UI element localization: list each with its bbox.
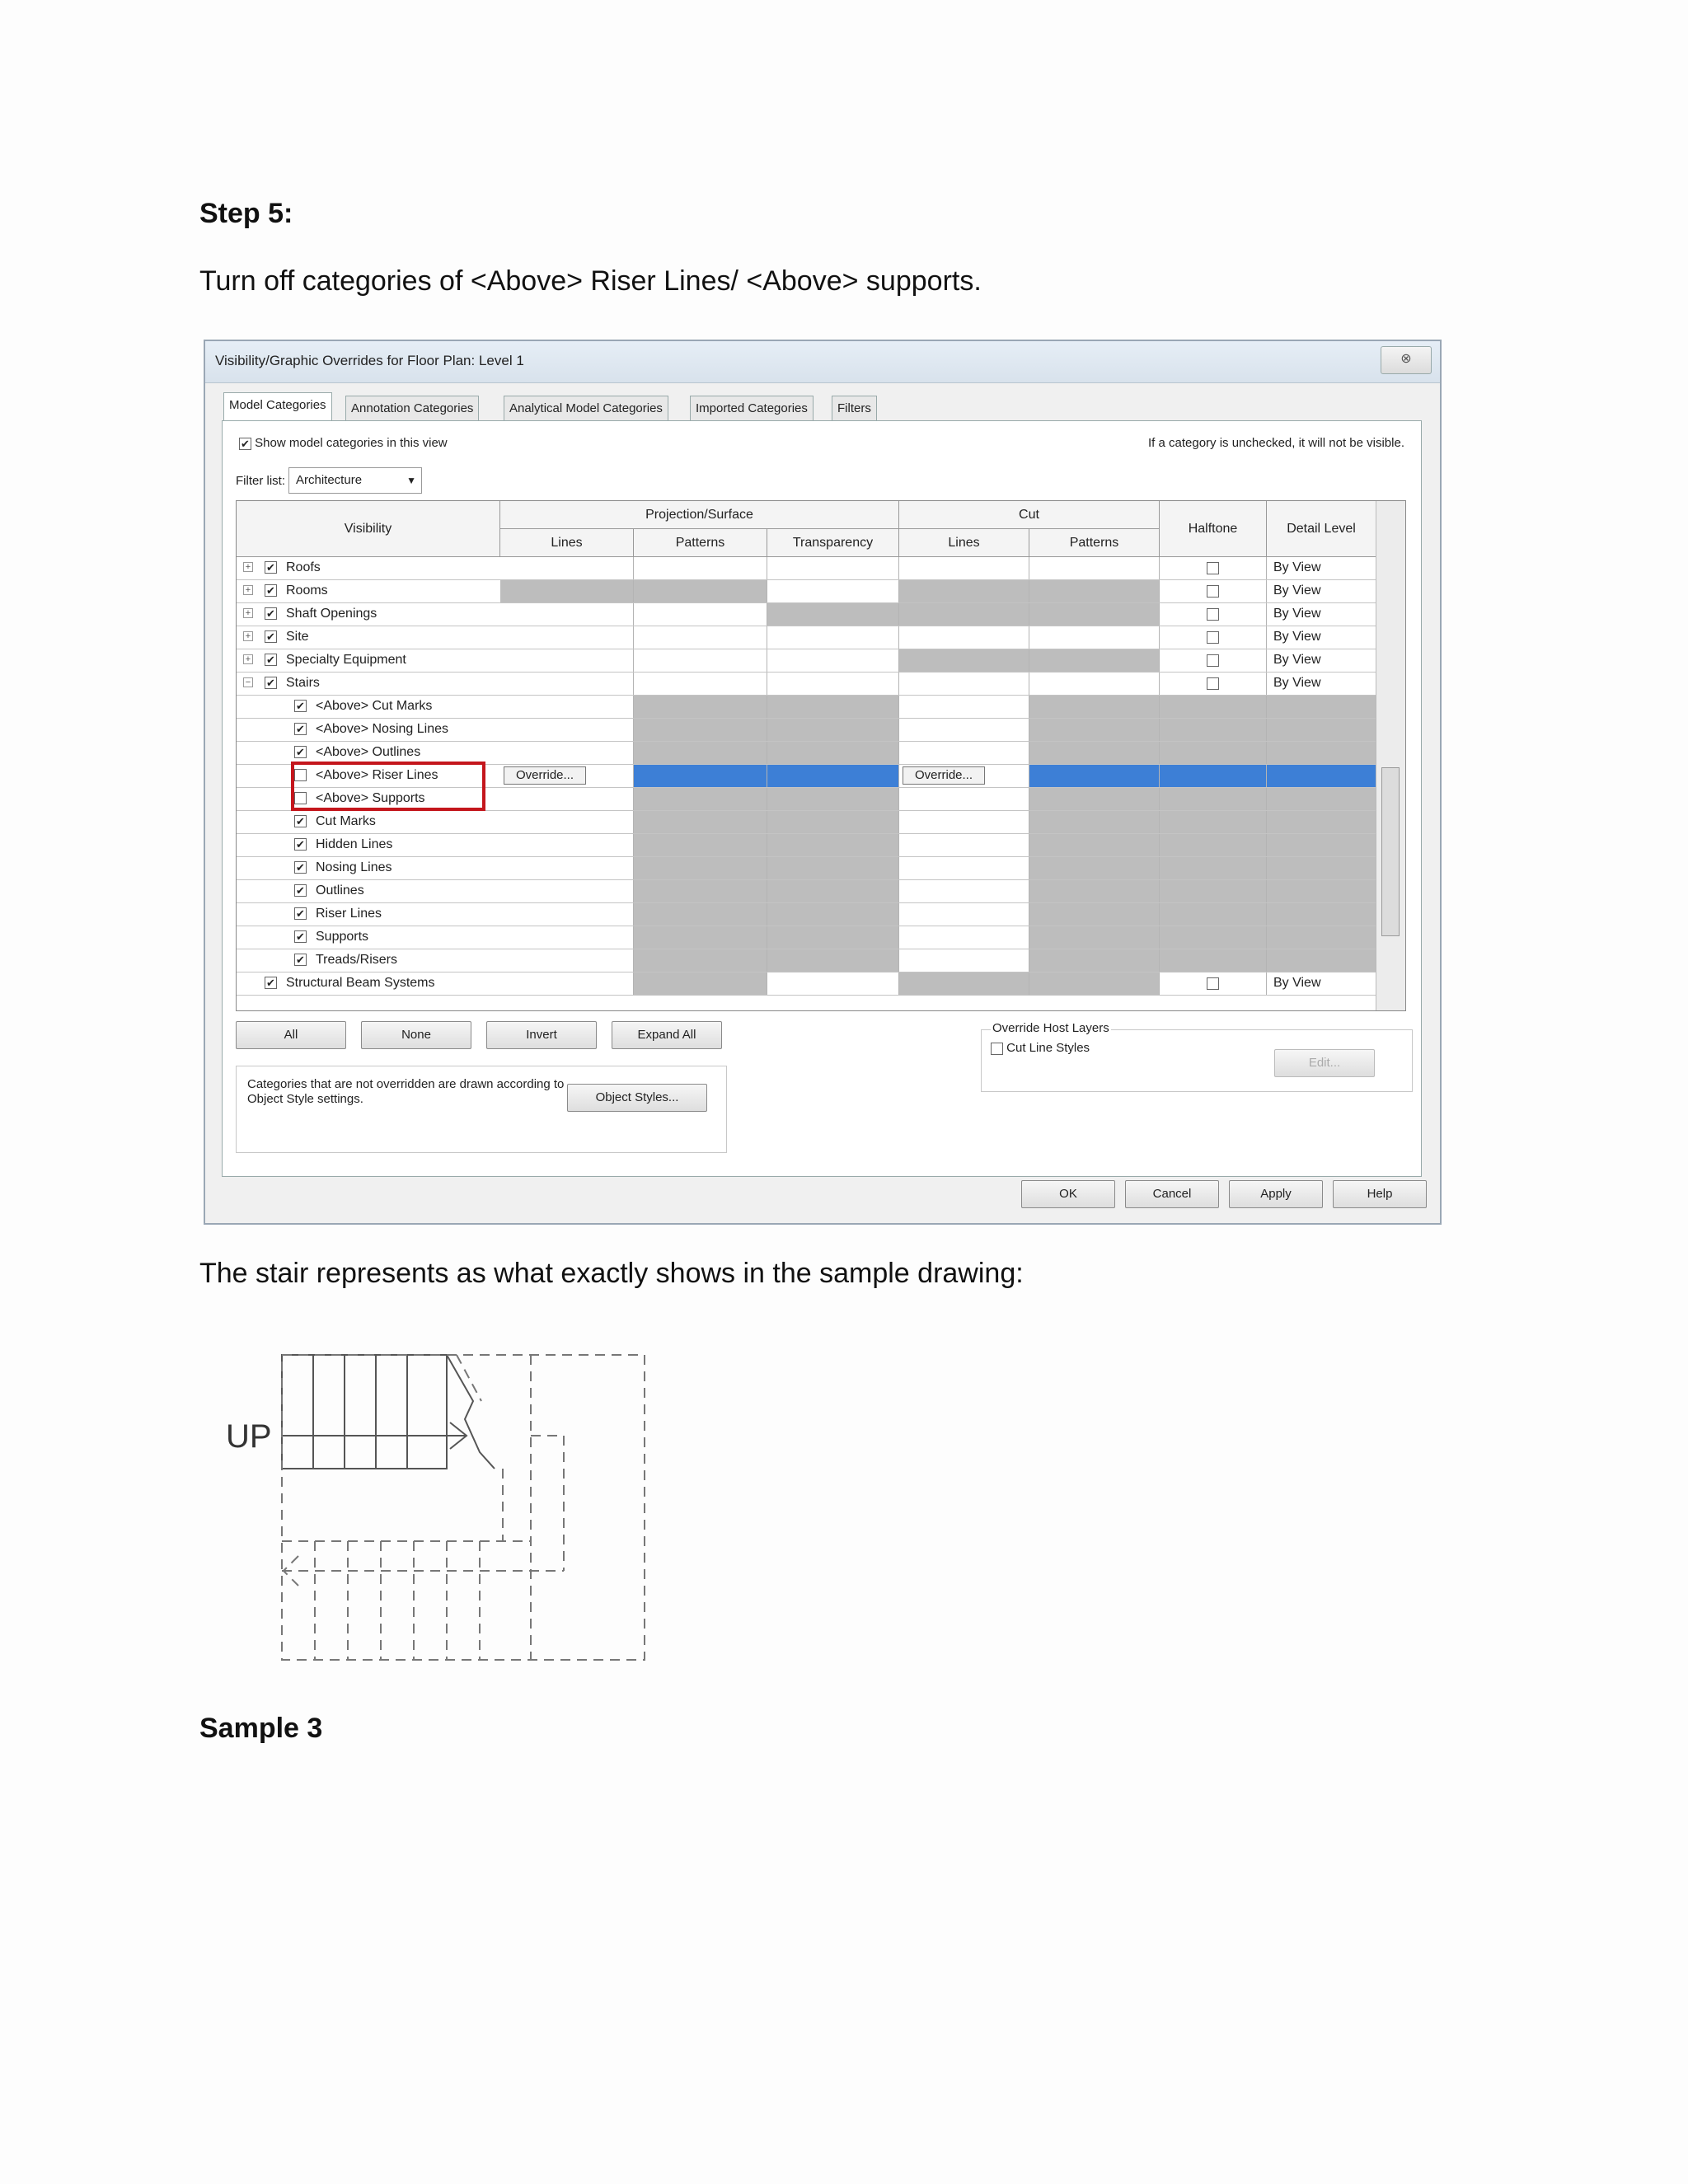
step-heading: Step 5:	[199, 198, 293, 229]
table-cell[interactable]	[1029, 834, 1160, 856]
table-cell[interactable]	[500, 719, 634, 741]
table-cell[interactable]	[1160, 903, 1267, 926]
table-cell[interactable]	[767, 788, 899, 810]
detail-level-value[interactable]: By View	[1273, 560, 1321, 574]
expand-all-button[interactable]: Expand All	[612, 1021, 722, 1049]
table-cell[interactable]	[899, 834, 1029, 856]
halftone-checkbox[interactable]	[1207, 677, 1219, 690]
visibility-checkbox[interactable]	[265, 630, 277, 643]
table-cell[interactable]	[1029, 673, 1160, 695]
table-cell[interactable]	[634, 580, 767, 602]
tab-imported-categories[interactable]: Imported Categories	[690, 396, 814, 420]
table-cell[interactable]	[767, 557, 899, 579]
categories-grid	[236, 500, 1406, 1011]
table-row[interactable]	[237, 880, 1376, 903]
visibility-checkbox[interactable]	[265, 977, 277, 989]
up-label: UP	[226, 1418, 272, 1455]
table-cell[interactable]	[634, 880, 767, 902]
table-cell[interactable]	[1267, 949, 1376, 972]
object-styles-button[interactable]: Object Styles...	[567, 1084, 707, 1112]
detail-level-value[interactable]: By View	[1273, 630, 1321, 644]
projection-lines-header: Lines	[500, 529, 634, 557]
sample-heading: Sample 3	[199, 1713, 323, 1744]
table-row[interactable]	[237, 673, 1376, 696]
table-row[interactable]	[237, 603, 1376, 626]
tab-model-categories[interactable]: Model Categories	[223, 392, 332, 422]
halftone-checkbox[interactable]	[1207, 977, 1219, 990]
category-label: <Above> Riser Lines	[316, 768, 438, 782]
table-cell[interactable]	[634, 557, 767, 579]
tab-analytical-model-categories[interactable]: Analytical Model Categories	[504, 396, 668, 420]
category-label: Outlines	[316, 883, 364, 898]
transparency-header: Transparency	[767, 529, 899, 557]
collapse-icon[interactable]: −	[243, 677, 253, 687]
table-cell[interactable]	[1029, 580, 1160, 602]
table-cell[interactable]	[1267, 880, 1376, 902]
halftone-checkbox[interactable]	[1207, 654, 1219, 667]
table-cell[interactable]	[767, 834, 899, 856]
table-cell[interactable]	[500, 811, 634, 833]
table-cell[interactable]	[1029, 719, 1160, 741]
table-row[interactable]	[237, 972, 1376, 996]
cut-line-styles-label: Cut Line Styles	[1006, 1041, 1090, 1055]
table-row[interactable]	[237, 719, 1376, 742]
halftone-checkbox[interactable]	[1207, 562, 1219, 574]
table-cell[interactable]	[767, 580, 899, 602]
visibility-checkbox[interactable]	[294, 700, 307, 712]
category-label: Nosing Lines	[316, 860, 392, 874]
stair-upper-flights-hidden	[282, 1355, 645, 1660]
object-styles-note: Categories that are not overridden are drawn according to Object Style settings.	[247, 1077, 565, 1106]
table-row[interactable]	[237, 788, 1376, 811]
visibility-graphics-dialog	[204, 340, 1442, 1225]
category-label: Roofs	[286, 560, 321, 574]
stair-lower-flight	[282, 1355, 495, 1469]
expand-icon[interactable]: +	[243, 654, 253, 664]
table-cell[interactable]	[1029, 765, 1160, 787]
table-cell[interactable]	[767, 696, 899, 718]
none-button[interactable]: None	[361, 1021, 471, 1049]
table-cell[interactable]	[1160, 857, 1267, 879]
table-cell[interactable]	[1029, 603, 1160, 626]
table-cell[interactable]	[1029, 626, 1160, 649]
override-host-layers-label: Override Host Layers	[992, 1021, 1109, 1035]
halftone-header: Halftone	[1160, 501, 1267, 557]
table-cell[interactable]	[1160, 880, 1267, 902]
filter-list-value: Architecture	[296, 473, 363, 487]
step-instruction: Turn off categories of <Above> Riser Lines/ <Above> supports.	[199, 265, 982, 297]
table-cell[interactable]	[500, 834, 634, 856]
category-label: Specialty Equipment	[286, 653, 406, 667]
table-cell[interactable]	[1029, 903, 1160, 926]
tab-filters[interactable]: Filters	[832, 396, 877, 420]
projection-patterns-header: Patterns	[634, 529, 767, 557]
table-cell[interactable]	[500, 580, 634, 602]
table-row[interactable]	[237, 696, 1376, 719]
cut-lines-header: Lines	[899, 529, 1029, 557]
projection-surface-header: Projection/Surface	[500, 501, 899, 529]
table-cell[interactable]	[767, 765, 899, 787]
visibility-checkbox[interactable]	[294, 815, 307, 827]
visibility-checkbox[interactable]	[294, 792, 307, 804]
table-cell[interactable]	[634, 673, 767, 695]
table-cell[interactable]	[899, 673, 1029, 695]
table-cell[interactable]	[767, 719, 899, 741]
table-cell[interactable]	[767, 972, 899, 995]
cut-header: Cut	[899, 501, 1160, 529]
table-cell[interactable]	[500, 557, 634, 579]
table-cell[interactable]	[634, 696, 767, 718]
flight-outline	[282, 1355, 447, 1469]
table-cell[interactable]	[899, 603, 1029, 626]
table-cell[interactable]	[767, 903, 899, 926]
table-cell[interactable]	[1029, 949, 1160, 972]
table-cell[interactable]	[1267, 857, 1376, 879]
table-cell[interactable]	[1029, 926, 1160, 949]
table-cell[interactable]	[767, 603, 899, 626]
visibility-checkbox[interactable]	[265, 677, 277, 689]
table-cell[interactable]	[899, 949, 1029, 972]
edit-button[interactable]: Edit...	[1274, 1049, 1375, 1077]
detail-level-value[interactable]: By View	[1273, 676, 1321, 690]
table-cell[interactable]	[634, 603, 767, 626]
detail-level-value[interactable]: By View	[1273, 583, 1321, 598]
category-label: Riser Lines	[316, 907, 382, 921]
table-cell[interactable]	[899, 557, 1029, 579]
apply-button[interactable]: Apply	[1229, 1180, 1323, 1208]
table-cell[interactable]	[1160, 742, 1267, 764]
visibility-header: Visibility	[237, 501, 500, 557]
table-cell[interactable]	[1029, 880, 1160, 902]
table-cell[interactable]	[500, 649, 634, 672]
table-row[interactable]	[237, 557, 1376, 580]
model-categories-panel	[222, 420, 1422, 1177]
detail-level-value[interactable]: By View	[1273, 607, 1321, 621]
table-row[interactable]	[237, 742, 1376, 765]
table-cell[interactable]	[1160, 696, 1267, 718]
table-cell[interactable]	[500, 673, 634, 695]
halftone-checkbox[interactable]	[1207, 585, 1219, 598]
table-cell[interactable]	[500, 880, 634, 902]
table-cell[interactable]	[899, 580, 1029, 602]
table-cell[interactable]	[1267, 765, 1376, 787]
table-row[interactable]	[237, 834, 1376, 857]
table-cell[interactable]	[767, 949, 899, 972]
table-cell[interactable]	[1160, 811, 1267, 833]
table-cell[interactable]	[767, 626, 899, 649]
scrollbar-thumb[interactable]	[1381, 767, 1400, 936]
table-cell[interactable]	[500, 696, 634, 718]
table-cell[interactable]	[634, 949, 767, 972]
detail-level-header: Detail Level	[1267, 501, 1376, 557]
category-label: Treads/Risers	[316, 953, 397, 967]
expand-icon[interactable]: +	[243, 562, 253, 572]
table-cell[interactable]	[1029, 972, 1160, 995]
close-icon[interactable]: ⊗	[1381, 346, 1432, 374]
visibility-checkbox[interactable]	[265, 584, 277, 597]
table-row[interactable]	[237, 949, 1376, 972]
visibility-checkbox[interactable]	[294, 907, 307, 920]
table-cell[interactable]	[1267, 926, 1376, 949]
show-model-categories[interactable]	[239, 436, 448, 450]
visibility-checkbox[interactable]	[265, 561, 277, 574]
table-cell[interactable]	[1267, 788, 1376, 810]
table-cell[interactable]	[1029, 696, 1160, 718]
table-cell[interactable]	[1267, 834, 1376, 856]
table-cell[interactable]	[1267, 696, 1376, 718]
table-cell[interactable]	[500, 926, 634, 949]
table-cell[interactable]	[500, 949, 634, 972]
table-row[interactable]	[237, 903, 1376, 926]
visibility-checkbox[interactable]	[294, 769, 307, 781]
table-cell[interactable]	[500, 857, 634, 879]
table-cell[interactable]	[767, 880, 899, 902]
category-label: Stairs	[286, 676, 320, 690]
table-cell[interactable]	[634, 972, 767, 995]
table-cell[interactable]	[500, 626, 634, 649]
table-cell[interactable]	[634, 649, 767, 672]
dialog-titlebar	[205, 341, 1440, 383]
table-cell[interactable]	[1029, 557, 1160, 579]
halftone-checkbox[interactable]	[1207, 631, 1219, 644]
table-cell[interactable]	[899, 719, 1029, 741]
table-cell[interactable]	[634, 742, 767, 764]
table-cell[interactable]	[899, 972, 1029, 995]
show-model-checkbox[interactable]	[239, 438, 251, 450]
category-label: Shaft Openings	[286, 607, 377, 621]
table-cell[interactable]	[1029, 788, 1160, 810]
hidden-outline	[282, 1355, 645, 1660]
table-cell[interactable]	[767, 926, 899, 949]
vertical-scrollbar[interactable]	[1376, 501, 1405, 1010]
category-label: Hidden Lines	[316, 837, 393, 851]
expand-icon[interactable]: +	[243, 631, 253, 641]
show-model-label: Show model categories in this view	[255, 436, 448, 450]
category-label: <Above> Nosing Lines	[316, 722, 448, 736]
table-cell[interactable]	[767, 742, 899, 764]
table-cell[interactable]	[899, 903, 1029, 926]
table-cell[interactable]	[899, 742, 1029, 764]
invert-button[interactable]: Invert	[486, 1021, 597, 1049]
category-label: Rooms	[286, 583, 328, 598]
table-row[interactable]	[237, 857, 1376, 880]
table-cell[interactable]	[767, 857, 899, 879]
filter-list-label: Filter list:	[236, 474, 285, 488]
table-cell[interactable]	[634, 811, 767, 833]
stair-caption: The stair represents as what exactly shows in the sample drawing:	[199, 1258, 1024, 1289]
category-label: Site	[286, 630, 309, 644]
ok-button[interactable]: OK	[1021, 1180, 1115, 1208]
visibility-checkbox[interactable]	[294, 746, 307, 758]
table-cell[interactable]	[899, 926, 1029, 949]
table-cell[interactable]	[500, 972, 634, 995]
table-cell[interactable]	[767, 811, 899, 833]
cut-line-styles-checkbox[interactable]	[991, 1043, 1003, 1055]
table-cell[interactable]	[899, 811, 1029, 833]
table-cell[interactable]	[1267, 719, 1376, 741]
visibility-checkbox[interactable]	[294, 954, 307, 966]
table-cell[interactable]	[1160, 949, 1267, 972]
table-cell[interactable]	[767, 649, 899, 672]
detail-level-value[interactable]: By View	[1273, 653, 1321, 667]
visibility-hint: If a category is unchecked, it will not be visible.	[1148, 436, 1404, 450]
table-cell[interactable]	[500, 742, 634, 764]
break-line	[447, 1355, 495, 1469]
dialog-title: Visibility/Graphic Overrides for Floor Plan: Level 1	[215, 353, 524, 368]
table-row[interactable]	[237, 626, 1376, 649]
halftone-checkbox[interactable]	[1207, 608, 1219, 621]
table-cell[interactable]	[899, 696, 1029, 718]
table-row[interactable]	[237, 649, 1376, 673]
visibility-checkbox[interactable]	[294, 838, 307, 851]
table-cell[interactable]	[899, 788, 1029, 810]
cut-line-styles-row[interactable]	[991, 1041, 1090, 1056]
table-row[interactable]	[237, 580, 1376, 603]
tab-annotation-categories[interactable]: Annotation Categories	[345, 396, 479, 420]
expand-icon[interactable]: +	[243, 585, 253, 595]
table-cell[interactable]	[1267, 811, 1376, 833]
visibility-checkbox[interactable]	[294, 861, 307, 874]
cancel-button[interactable]: Cancel	[1125, 1180, 1219, 1208]
all-button[interactable]: All	[236, 1021, 346, 1049]
table-cell[interactable]	[1029, 649, 1160, 672]
table-cell[interactable]	[1160, 834, 1267, 856]
table-row[interactable]	[237, 811, 1376, 834]
category-label: Cut Marks	[316, 814, 376, 828]
table-cell[interactable]	[1029, 742, 1160, 764]
table-cell[interactable]	[899, 649, 1029, 672]
table-cell[interactable]	[634, 926, 767, 949]
table-cell[interactable]	[1160, 788, 1267, 810]
table-cell[interactable]	[1029, 857, 1160, 879]
category-label: Structural Beam Systems	[286, 976, 435, 990]
table-cell[interactable]	[500, 788, 634, 810]
detail-level-value[interactable]: By View	[1273, 976, 1321, 990]
category-label: <Above> Outlines	[316, 745, 421, 759]
stair-plan-drawing	[218, 1343, 663, 1665]
category-label: <Above> Supports	[316, 791, 425, 805]
override-projection-lines-button[interactable]: Override...	[504, 766, 586, 785]
category-label: <Above> Cut Marks	[316, 699, 433, 713]
table-row[interactable]	[237, 765, 1376, 788]
cut-patterns-header: Patterns	[1029, 529, 1160, 557]
table-cell[interactable]	[634, 765, 767, 787]
table-cell[interactable]	[899, 626, 1029, 649]
table-cell[interactable]	[500, 903, 634, 926]
table-cell[interactable]	[1267, 903, 1376, 926]
table-cell[interactable]	[1160, 719, 1267, 741]
visibility-checkbox[interactable]	[294, 884, 307, 897]
table-cell[interactable]	[634, 834, 767, 856]
table-cell[interactable]	[634, 719, 767, 741]
filter-list-select[interactable]	[288, 467, 422, 494]
expand-icon[interactable]: +	[243, 608, 253, 618]
override-cut-lines-button[interactable]: Override...	[903, 766, 985, 785]
chevron-down-icon: ▼	[406, 475, 416, 486]
table-cell[interactable]	[1160, 926, 1267, 949]
table-cell[interactable]	[1160, 765, 1267, 787]
table-cell[interactable]	[634, 626, 767, 649]
category-label: Supports	[316, 930, 369, 944]
visibility-checkbox[interactable]	[294, 930, 307, 943]
table-cell[interactable]	[1029, 811, 1160, 833]
visibility-checkbox[interactable]	[265, 607, 277, 620]
help-button[interactable]: Help	[1333, 1180, 1427, 1208]
visibility-checkbox[interactable]	[294, 723, 307, 735]
table-cell[interactable]	[634, 857, 767, 879]
table-cell[interactable]	[500, 603, 634, 626]
table-cell[interactable]	[634, 788, 767, 810]
table-cell[interactable]	[634, 903, 767, 926]
table-cell[interactable]	[899, 880, 1029, 902]
table-cell[interactable]	[767, 673, 899, 695]
table-cell[interactable]	[899, 857, 1029, 879]
table-row[interactable]	[237, 926, 1376, 949]
table-cell[interactable]	[1267, 742, 1376, 764]
visibility-checkbox[interactable]	[265, 654, 277, 666]
